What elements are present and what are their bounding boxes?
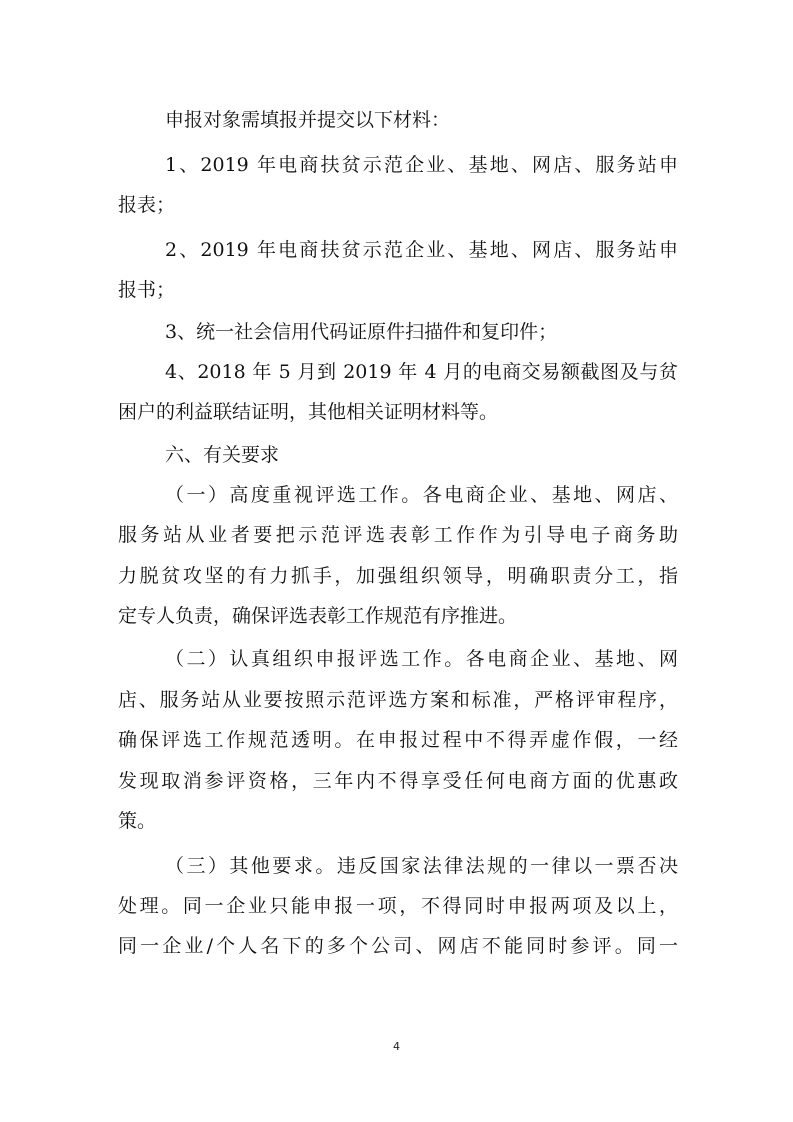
text-line: （一）高度重视评选工作。各电商企业、基地、网店、 <box>165 484 678 506</box>
text-line: 4、2018 年 5 月到 2019 年 4 月的电商交易额截图及与贫 <box>165 361 678 383</box>
text-line: 困户的利益联结证明，其他相关证明材料等。 <box>118 401 499 423</box>
text-line: 3、统一社会信用代码证原件扫描件和复印件； <box>165 321 558 343</box>
text-line: 定专人负责，确保评选表彰工作规范有序推进。 <box>118 605 518 627</box>
text-line: 报书； <box>118 279 176 301</box>
section-heading: 六、有关要求 <box>165 444 280 466</box>
text-line: 同一企业/个人名下的多个公司、网店不能同时参评。同一 <box>118 935 678 957</box>
text-line: 1、2019 年电商扶贫示范企业、基地、网店、服务站申 <box>165 154 678 176</box>
text-line: 2、2019 年电商扶贫示范企业、基地、网店、服务站申 <box>165 239 678 261</box>
text-line: （三）其他要求。违反国家法律法规的一律以一票否决 <box>165 855 678 877</box>
text-line: 力脱贫攻坚的有力抓手，加强组织领导，明确职责分工，指 <box>118 565 678 587</box>
text-line: 策。 <box>118 810 157 832</box>
text-line: （二）认真组织申报评选工作。各电商企业、基地、网 <box>165 648 678 670</box>
page-number: 4 <box>393 1040 400 1053</box>
text-line: 发现取消参评资格，三年内不得享受任何电商方面的优惠政 <box>118 770 678 792</box>
text-line: 申报对象需填报并提交以下材料： <box>165 109 451 131</box>
text-line: 报表； <box>118 194 176 216</box>
text-line: 店、服务站从业要按照示范评选方案和标准，严格评审程序， <box>118 689 678 711</box>
text-line: 确保评选工作规范透明。在申报过程中不得弄虚作假，一经 <box>118 729 678 751</box>
text-line: 处理。同一企业只能申报一项，不得同时申报两项及以上， <box>118 895 678 917</box>
text-line: 服务站从业者要把示范评选表彰工作作为引导电子商务助 <box>118 524 678 546</box>
